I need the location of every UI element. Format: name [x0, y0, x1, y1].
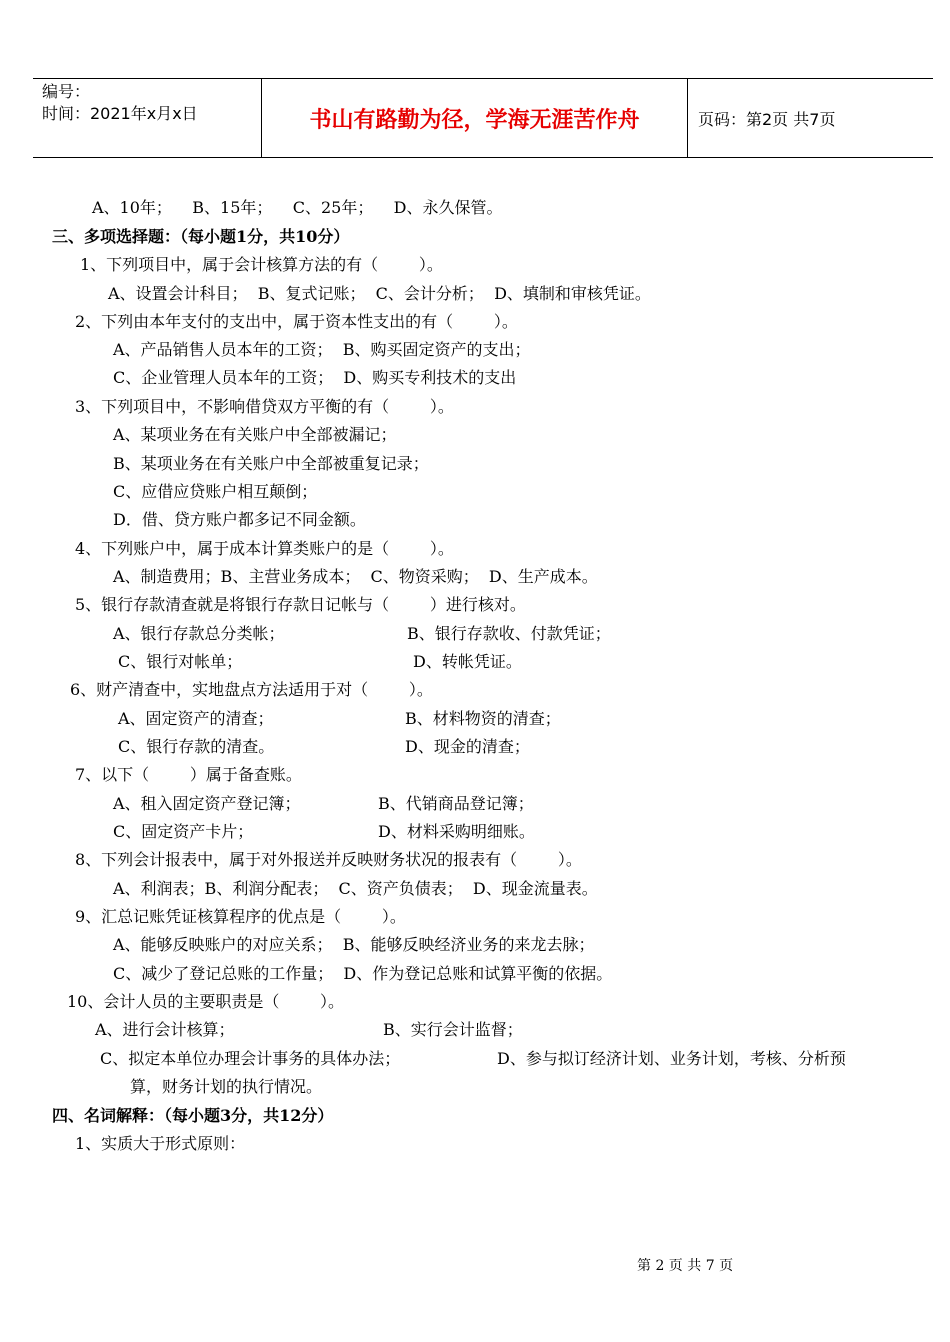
question-7-option-c: C、固定资产卡片； — [113, 822, 254, 841]
question-8: 8、下列会计报表中，属于对外报送并反映财务状况的报表有（ ）。 — [75, 850, 582, 869]
question-5-option-a: A、银行存款总分类帐； — [113, 624, 285, 643]
section-4-title: 四、名词解释：（每小题3分，共12分） — [52, 1106, 334, 1125]
question-5: 5、银行存款清查就是将银行存款日记帐与（ ）进行核对。 — [75, 595, 526, 614]
question-10-option-d: D、参与拟订经济计划、业务计划，考核、分析预 — [497, 1049, 846, 1068]
question-3: 3、下列项目中，不影响借贷双方平衡的有（ ）。 — [75, 397, 454, 416]
header-motto: 书山有路勤为径，学海无涯苦作舟 — [262, 79, 688, 157]
question-10-option-b: B、实行会计监督； — [383, 1020, 523, 1039]
question-6-option-c: C、银行存款的清查。 — [118, 737, 275, 756]
question-6: 6、财产清查中，实地盘点方法适用于对（ ）。 — [70, 680, 433, 699]
q-prev-options: A、10年； B、15年； C、25年； D、永久保管。 — [92, 198, 503, 217]
question-5-option-d: D、转帐凭证。 — [413, 652, 522, 671]
question-6-option-b: B、材料物资的清查； — [405, 709, 561, 728]
question-2-options-cd: C、企业管理人员本年的工资； D、购买专利技术的支出 — [113, 368, 517, 387]
question-8-options: A、利润表；B、利润分配表； C、资产负债表； D、现金流量表。 — [113, 879, 598, 898]
question-7: 7、以下（ ）属于备查账。 — [75, 765, 302, 784]
question-10: 10、会计人员的主要职责是（ ）。 — [67, 992, 345, 1011]
question-6-option-d: D、现金的清查； — [405, 737, 530, 756]
code-label: 编号： — [42, 82, 91, 101]
question-4-options: A、制造费用；B、主营业务成本； C、物资采购； D、生产成本。 — [113, 567, 598, 586]
question-6-option-a: A、固定资产的清查； — [118, 709, 274, 728]
question-10-option-c: C、拟定本单位办理会计事务的具体办法； — [100, 1049, 401, 1068]
question-3-option-d: D．借、贷方账户都多记不同金额。 — [113, 510, 366, 529]
question-7-option-d: D、材料采购明细账。 — [378, 822, 535, 841]
question-3-option-c: C、应借应贷账户相互颠倒； — [113, 482, 318, 501]
question-5-option-b: B、银行存款收、付款凭证； — [407, 624, 611, 643]
question-9-options-cd: C、减少了登记总账的工作量； D、作为登记总账和试算平衡的依据。 — [113, 964, 613, 983]
question-4: 4、下列账户中，属于成本计算类账户的是（ ）。 — [75, 539, 454, 558]
question-9-options-ab: A、能够反映账户的对应关系； B、能够反映经济业务的来龙去脉； — [113, 935, 595, 954]
question-5-option-c: C、银行对帐单； — [118, 652, 243, 671]
question-7-option-a: A、租入固定资产登记簿； — [113, 794, 301, 813]
page-footer: 第 2 页 共 7 页 — [637, 1258, 734, 1274]
question-2: 2、下列由本年支付的支出中，属于资本性支出的有（ ）。 — [75, 312, 518, 331]
header-meta — [33, 79, 262, 157]
question-2-options-ab: A、产品销售人员本年的工资； B、购买固定资产的支出； — [113, 340, 531, 359]
time-label: 时间：2021年x月x日 — [42, 104, 198, 123]
section-3-title: 三、多项选择题：（每小题1分，共10分） — [52, 227, 350, 246]
question-9: 9、汇总记账凭证核算程序的优点是（ ）。 — [75, 907, 406, 926]
page-header — [33, 78, 933, 158]
question-1-options: A、设置会计科目； B、复式记账； C、会计分析； D、填制和审核凭证。 — [108, 284, 651, 303]
term-1: 1、实质大于形式原则： — [75, 1134, 246, 1153]
question-10-option-d-cont: 算，财务计划的执行情况。 — [130, 1077, 323, 1096]
question-7-option-b: B、代销商品登记簿； — [378, 794, 534, 813]
question-3-option-a: A、某项业务在有关账户中全部被漏记； — [113, 425, 397, 444]
question-10-option-a: A、进行会计核算； — [95, 1020, 235, 1039]
question-3-option-b: B、某项业务在有关账户中全部被重复记录； — [113, 454, 429, 473]
question-1: 1、下列项目中，属于会计核算方法的有（ ）。 — [80, 255, 443, 274]
header-page-number: 页码：第2页 共7页 — [698, 109, 836, 129]
